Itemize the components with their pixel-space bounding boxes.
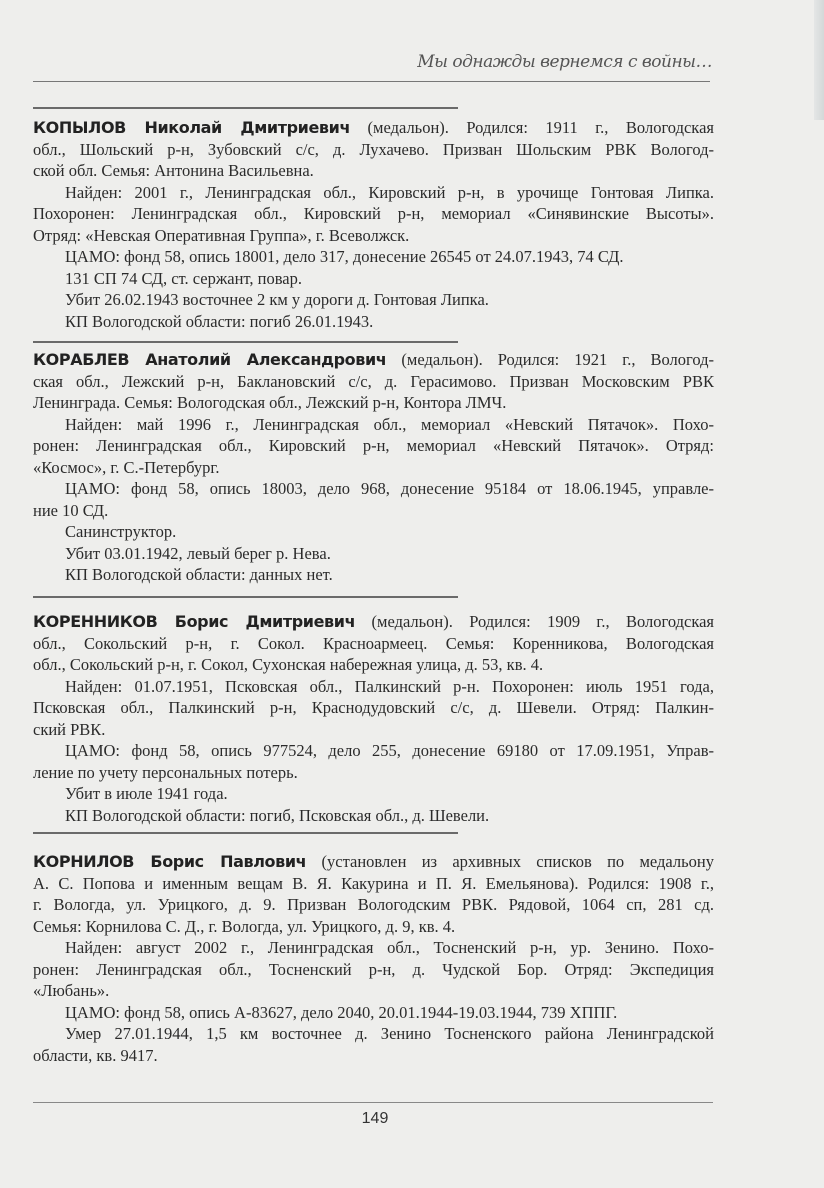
- entry: [33, 851, 714, 1066]
- line-text: ской обл. Семья: Антонина Васильевна.: [33, 161, 314, 180]
- text-line: [33, 916, 714, 938]
- text-line: [33, 676, 714, 698]
- line-text: ронен: Ленинградская обл., Кировский р-н, мемориал «Невский Пятачок». Отряд:: [33, 436, 714, 455]
- person-name: КОРЕННИКОВ Борис Дмитриевич: [33, 612, 356, 631]
- entry: [33, 611, 714, 826]
- text-line: [33, 873, 714, 895]
- line-text: 131 СП 74 СД, ст. сержант, повар.: [65, 268, 303, 288]
- entry-separator: [33, 832, 458, 834]
- line-text: ление по учету персональных потерь.: [33, 762, 298, 782]
- text-line: [33, 414, 714, 436]
- line-text: ская обл., Лежский р-н, Баклановский с/с, д. Герасимово. Призван Московским РВК: [33, 371, 714, 391]
- page-edge-shadow: [814, 0, 824, 120]
- line-text: Отряд: «Невская Оперативная Группа», г. Всеволжск.: [33, 225, 410, 245]
- text-line: [33, 783, 714, 805]
- text-line: [33, 611, 714, 633]
- line-text: ЦАМО: фонд 58, опись А-83627, дело 2040, 20.01.1944-19.03.1944, 739 ХППГ.: [65, 1002, 618, 1022]
- header-rule: [33, 81, 710, 82]
- text-line: [33, 697, 714, 719]
- line-text: Найден: май 1996 г., Ленинградская обл., мемориал «Невский Пятачок». Похо-: [65, 414, 714, 434]
- line-text: Убит 03.01.1942, левый берег р. Нева.: [65, 543, 331, 563]
- line-text: Найден: 01.07.1951, Псковская обл., Палкинский р-н. Похоронен: июль 1951 года,: [65, 676, 714, 696]
- text-line: [33, 959, 714, 981]
- text-line: [33, 980, 714, 1002]
- text-line: [33, 1023, 714, 1045]
- text-line: [33, 392, 714, 414]
- line-text: (установлен из архивных списков по медальону: [306, 852, 714, 871]
- line-text: Ленинграда. Семья: Вологодская обл., Лежский р-н, Контора ЛМЧ.: [33, 393, 507, 412]
- line-text: Санинструктор.: [65, 522, 177, 541]
- text-line: [33, 654, 714, 676]
- line-text: А. С. Попова и именным вещам В. Я. Какурина и П. Я. Емельянова). Родился: 1908 г.,: [33, 873, 714, 893]
- text-line: [33, 762, 714, 784]
- person-name: КОРНИЛОВ Борис Павлович: [33, 852, 307, 871]
- line-text: Псковская обл., Палкинский р-н, Краснодудовский с/с, д. Шевели. Отряд: Палкин-: [33, 698, 714, 717]
- text-line: [33, 349, 714, 371]
- line-text: г. Вологда, ул. Урицкого, д. 9. Призван Вологодским РВК. Рядовой, 1064 сп, 281 сд.: [33, 895, 714, 914]
- text-line: [33, 371, 714, 393]
- line-text: Убит в июле 1941 года.: [65, 784, 228, 803]
- person-name: КОПЫЛОВ Николай Дмитриевич: [33, 118, 351, 137]
- line-text: ЦАМО: фонд 58, опись 18001, дело 317, донесение 26545 от 24.07.1943, 74 СД.: [65, 247, 624, 266]
- text-line: [33, 289, 714, 311]
- line-text: Семья: Корнилова С. Д., г. Вологда, ул. Урицкого, д. 9, кв. 4.: [33, 916, 456, 936]
- text-line: [33, 139, 714, 161]
- entry-separator: [33, 596, 458, 598]
- text-line: [33, 564, 714, 586]
- text-line: [33, 805, 714, 827]
- text-line: [33, 851, 714, 873]
- footer-rule: [33, 1102, 713, 1103]
- page-number: 149: [361, 1110, 389, 1127]
- text-line: [33, 1045, 714, 1067]
- entry: [33, 349, 714, 586]
- line-text: обл., Сокольский р-н, г. Сокол, Сухонская набережная улица, д. 53, кв. 4.: [33, 655, 544, 674]
- line-text: (медальон). Родился: 1911 г., Вологодская: [350, 118, 714, 137]
- line-text: (медальон). Родился: 1921 г., Вологод-: [386, 350, 714, 369]
- line-text: ние 10 СД.: [33, 500, 109, 520]
- text-line: [33, 937, 714, 959]
- text-line: [33, 500, 714, 522]
- line-text: Найден: август 2002 г., Ленинградская обл., Тосненский р-н, ур. Зенино. Похо-: [65, 938, 714, 957]
- text-line: [33, 246, 714, 268]
- text-line: [33, 478, 714, 500]
- line-text: ЦАМО: фонд 58, опись 977524, дело 255, донесение 69180 от 17.09.1951, Управ-: [65, 741, 714, 760]
- text-line: [33, 182, 714, 204]
- person-name: КОРАБЛЕВ Анатолий Александрович: [33, 350, 387, 369]
- line-text: Умер 27.01.1944, 1,5 км восточнее д. Зенино Тосненского района Ленинградской: [65, 1024, 714, 1043]
- line-text: Похоронен: Ленинградская обл., Кировский р-н, мемориал «Синявинские Высоты».: [33, 204, 714, 223]
- text-line: [33, 268, 714, 290]
- line-text: Найден: 2001 г., Ленинградская обл., Кировский р-н, в урочище Гонтовая Липка.: [65, 182, 714, 202]
- line-text: ронен: Ленинградская обл., Тосненский р-н, д. Чудской Бор. Отряд: Экспедиция: [33, 959, 714, 979]
- line-text: КП Вологодской области: данных нет.: [65, 565, 333, 584]
- line-text: «Космос», г. С.-Петербург.: [33, 457, 220, 477]
- line-text: ЦАМО: фонд 58, опись 18003, дело 968, донесение 95184 от 18.06.1945, управле-: [65, 479, 714, 498]
- line-text: Убит 26.02.1943 восточнее 2 км у дороги д. Гонтовая Липка.: [65, 290, 489, 309]
- line-text: ский РВК.: [33, 719, 106, 739]
- text-line: [33, 435, 714, 457]
- line-text: «Любань».: [33, 981, 110, 1000]
- line-text: КП Вологодской области: погиб 26.01.1943.: [65, 311, 374, 331]
- line-text: области, кв. 9417.: [33, 1045, 158, 1065]
- text-line: [33, 160, 714, 182]
- text-line: [33, 457, 714, 479]
- text-line: [33, 543, 714, 565]
- text-line: [33, 117, 714, 139]
- text-line: [33, 633, 714, 655]
- text-line: [33, 521, 714, 543]
- entry-separator: [33, 341, 458, 343]
- line-text: обл., Сокольский р-н, г. Сокол. Красноармеец. Семья: Коренникова, Вологодская: [33, 633, 714, 653]
- text-line: [33, 740, 714, 762]
- entry: [33, 117, 714, 332]
- text-line: [33, 203, 714, 225]
- text-line: [33, 1002, 714, 1024]
- text-line: [33, 719, 714, 741]
- text-line: [33, 311, 714, 333]
- line-text: (медальон). Родился: 1909 г., Вологодская: [355, 612, 714, 631]
- text-line: [33, 894, 714, 916]
- entry-separator: [33, 107, 458, 109]
- line-text: КП Вологодской области: погиб, Псковская обл., д. Шевели.: [65, 805, 490, 825]
- line-text: обл., Шольский р-н, Зубовский с/с, д. Лухачево. Призван Шольским РВК Вологод-: [33, 139, 714, 159]
- text-line: [33, 225, 714, 247]
- running-head: Мы однажды вернемся с войны…: [417, 52, 712, 72]
